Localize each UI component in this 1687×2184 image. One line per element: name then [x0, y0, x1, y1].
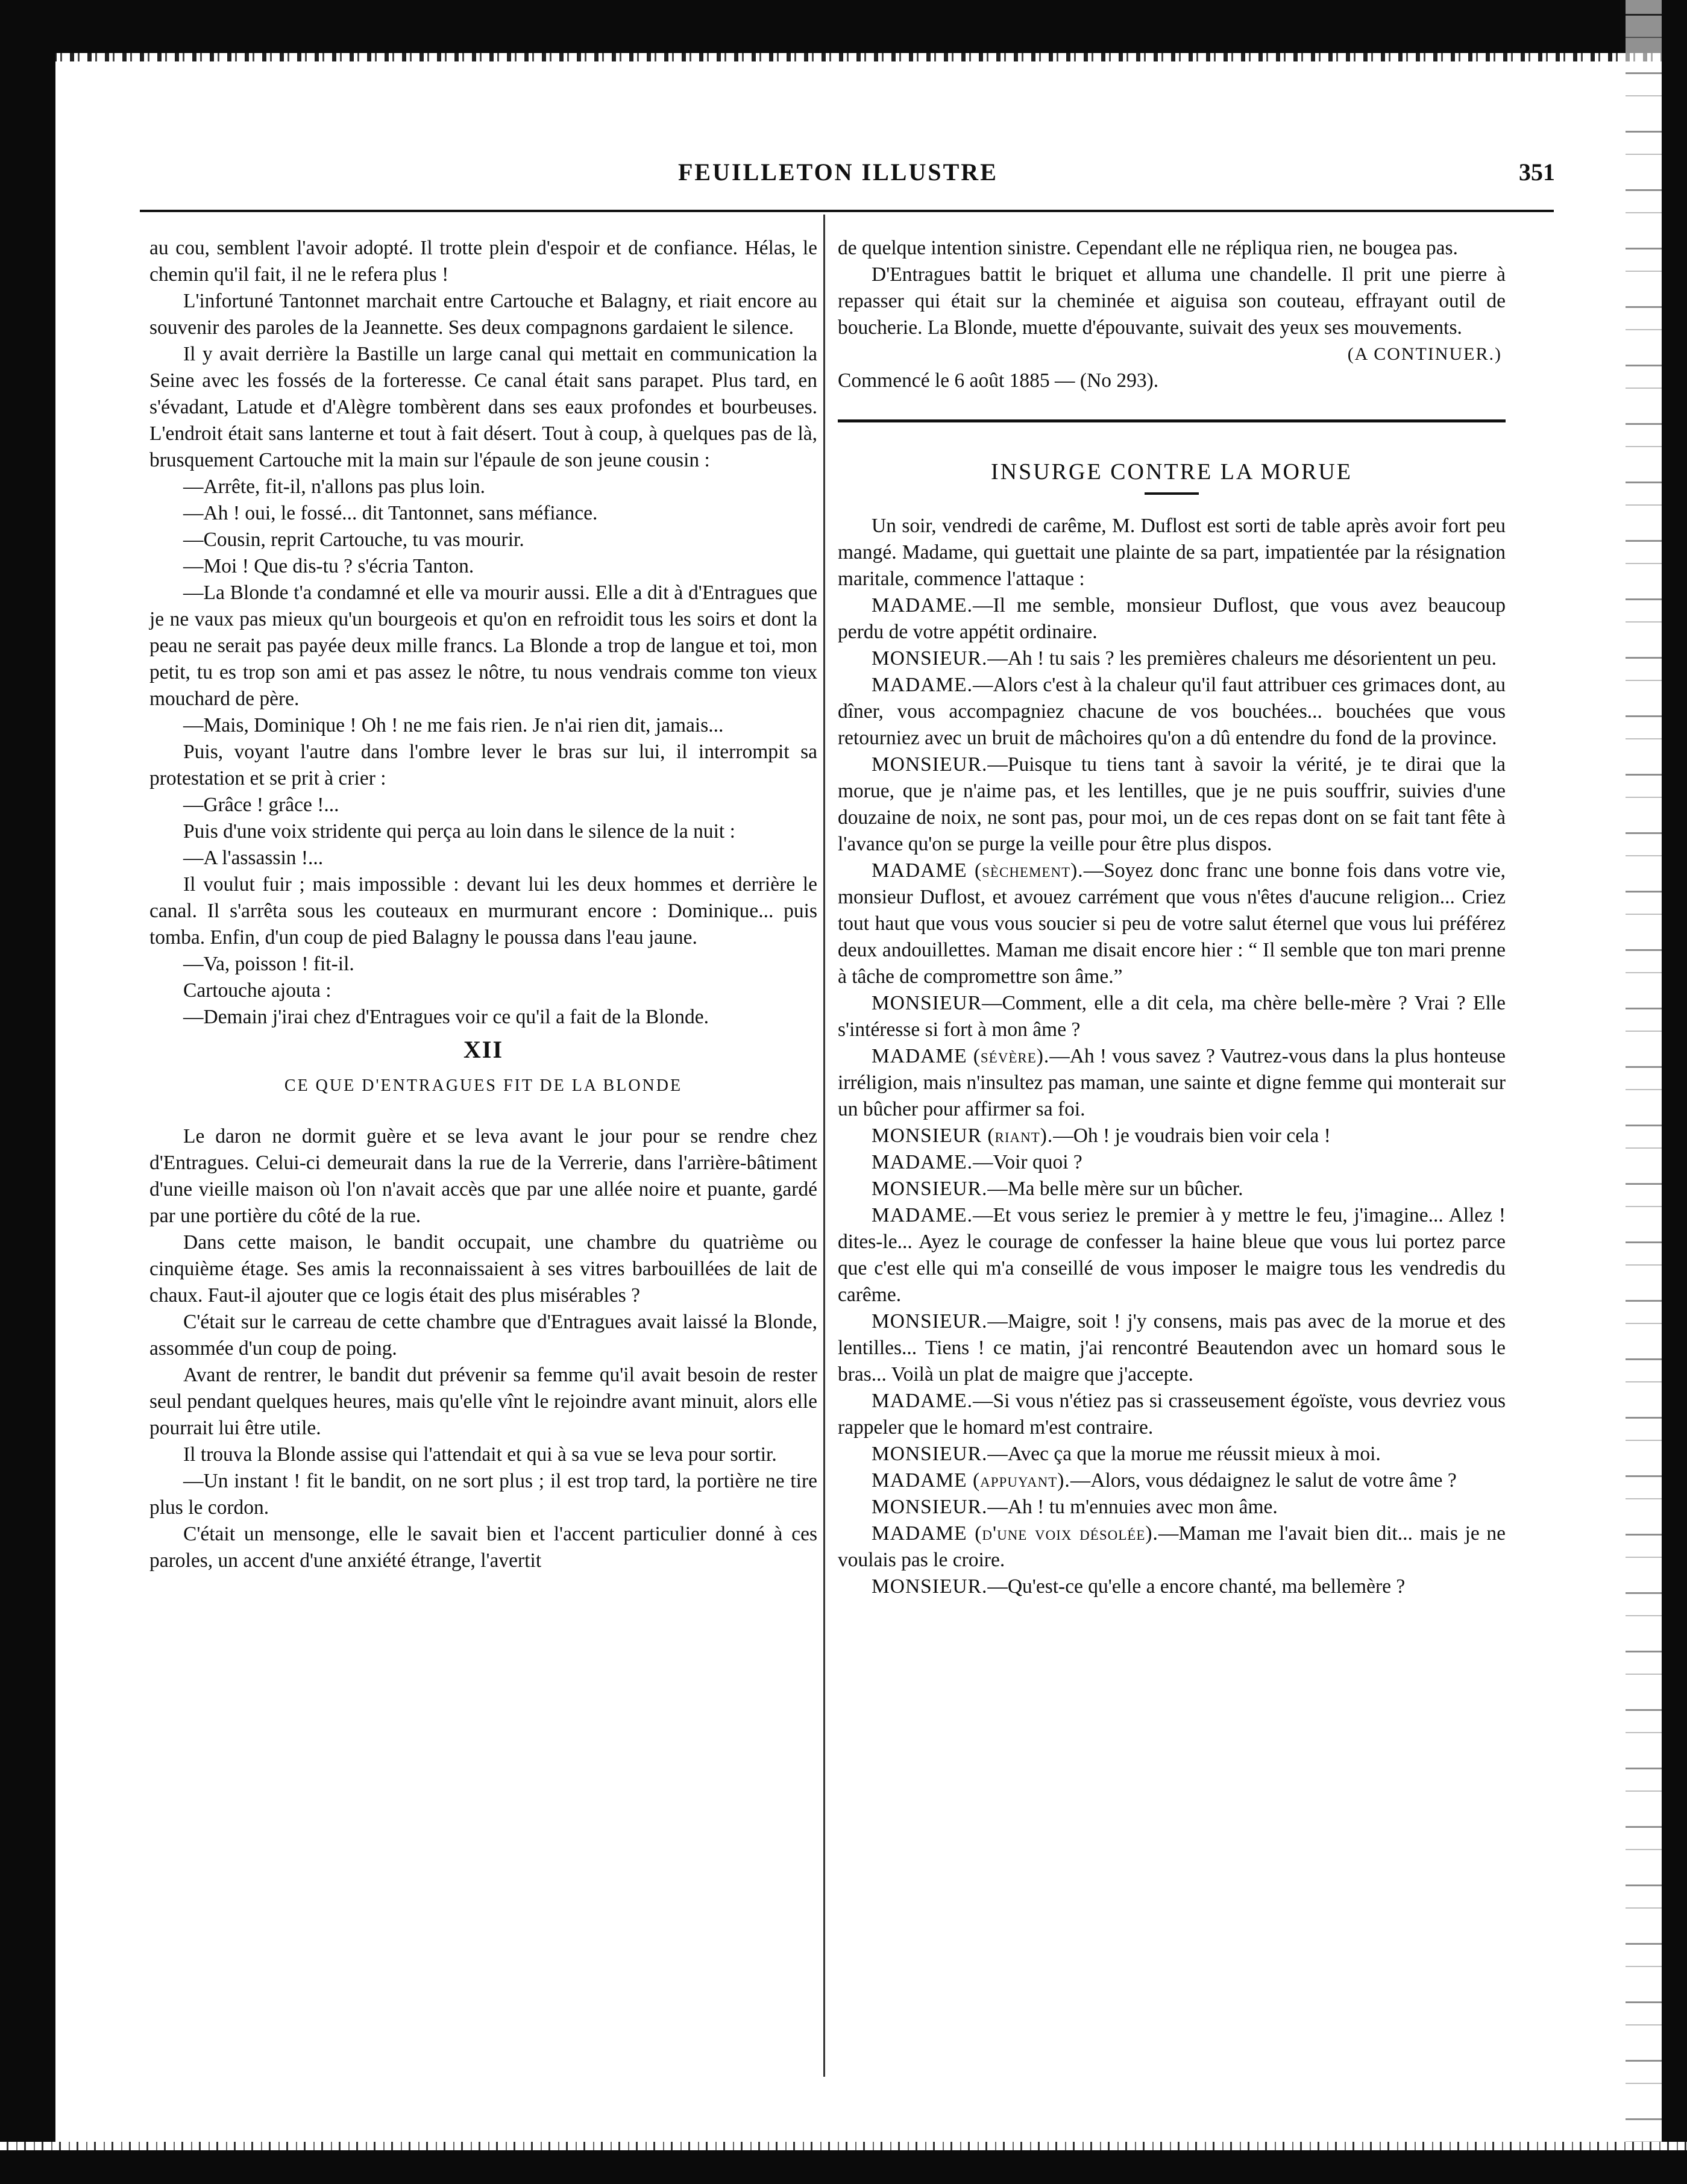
dialogue-text: —Ah ! tu sais ? les premières chaleurs me désorientent un peu.: [987, 647, 1497, 670]
dialogue-line: [838, 1574, 1506, 1600]
left-column: [149, 235, 817, 2085]
paragraph: —Moi ! Que dis-tu ? s'écria Tanton.: [183, 555, 474, 577]
paragraph: Il trouva la Blonde assise qui l'attendait et qui à sa vue se leva pour sortir.: [183, 1443, 777, 1466]
dialogue-text: —Avec ça que la morue me réussit mieux à moi.: [987, 1443, 1381, 1465]
paragraph: Il y avait derrière la Bastille un large canal qui mettait en communication la Seine avec les fossés de la forteresse. Ce canal était sans parapet. Plus tard, en s'évadant, Latude et d'Alègre tombèrent dans ses eaux profondes et bourbeuses. L'endroit était sans lanterne et tout à fait désert. Tout à coup, à quelques pas de là, brusquement Cartouche mit la main sur l'épaule de son jeune cousin :: [149, 343, 817, 471]
speaker-label: MADAME.: [872, 674, 973, 696]
dialogue-line: [838, 1043, 1506, 1123]
paragraph: —Grâce ! grâce !...: [183, 794, 339, 816]
speaker-label: MONSIEUR: [872, 992, 982, 1014]
story-title: INSURGE CONTRE LA MORUE: [991, 459, 1352, 485]
dialogue-text: —Puisque tu tiens tant à savoir la vérité, je te dirai que la morue, que je n'aime pas, et les lentilles, que je ne puis souffrir, suivies d'une douzaine de noix, ne sont pas, pour moi, un de ces repas dont on se fait tant fête à l'avance qu'on se purge la veille pour être plus dispos.: [838, 753, 1506, 855]
paragraph: au cou, semblent l'avoir adopté. Il trotte plein d'espoir et de confiance. Hélas, le chemin qu'il fait, il ne le refera plus !: [149, 237, 817, 286]
dialogue-text: —Soyez donc franc une bonne fois dans votre vie, monsieur Duflost, et avouez carrément que vous n'êtes d'aucune religion... Criez tout haut que vous vous soucier si peu de votre salut éternel que vous lui préférez deux andouillettes. Maman me disait encore hier : “ Il semble que ton mari prenne à tâche de compromettre son âme.”: [838, 859, 1506, 988]
scan-border-left: [0, 0, 55, 2184]
speaker-label: MADAME (sèchement).: [872, 859, 1084, 882]
dialogue-line: [838, 858, 1506, 990]
speaker-label: MADAME.: [872, 594, 973, 617]
paragraph: Le daron ne dormit guère et se leva avant le jour pour se rendre chez d'Entragues. Celui-ci demeurait dans la rue de la Verrerie, dans l'arrière-bâtiment d'une vieille maison où l'on n'avait accès que par une allée noire et puante, gardé par une portière du côté de la rue.: [149, 1125, 817, 1227]
speaker-label: MONSIEUR.: [872, 1310, 988, 1332]
dialogue-text: —Si vous n'étiez pas si crasseusement égoïste, vous devriez vous rappeler que le homard m'est contraire.: [838, 1390, 1506, 1439]
dialogue-text: —Qu'est-ce qu'elle a encore chanté, ma bellemère ?: [987, 1575, 1406, 1598]
dialogue-line: [838, 1123, 1506, 1149]
page-number: 351: [1519, 158, 1555, 186]
dialogue-line: [838, 1176, 1506, 1202]
speaker-label: MONSIEUR (riant).: [872, 1125, 1054, 1147]
section-separator: [838, 419, 1506, 422]
dialogue-text: —Il me semble, monsieur Duflost, que vous avez beaucoup perdu de votre appétit ordinaire.: [838, 594, 1506, 643]
speaker-label: MONSIEUR.: [872, 1496, 988, 1518]
speaker-label: MONSIEUR.: [872, 753, 988, 776]
dialogue-line: [838, 1494, 1506, 1520]
right-column: [838, 235, 1506, 2085]
dialogue-text: —Oh ! je voudrais bien voir cela !: [1053, 1125, 1331, 1147]
scan-border-bottom: [0, 2149, 1687, 2184]
speaker-label: MADAME (d'une voix désolée).: [872, 1522, 1158, 1545]
continue-label: (A CONTINUER.): [1347, 344, 1502, 364]
paragraph: —Ah ! oui, le fossé... dit Tantonnet, sans méfiance.: [183, 502, 598, 524]
dialogue-text: —Maigre, soit ! j'y consens, mais pas avec de la morue et des lentilles... Tiens ! ce matin, j'ai rencontré Beautendon avec un homard sous le bras... Voilà un plat de maigre que j'accepte.: [838, 1310, 1506, 1385]
title-rule: [1145, 492, 1199, 495]
dialogue-line: [838, 1520, 1506, 1574]
speaker-label: MONSIEUR.: [872, 647, 988, 670]
paragraph: —Demain j'irai chez d'Entragues voir ce qu'il a fait de la Blonde.: [183, 1006, 709, 1028]
speaker-label: MADAME (appuyant).: [872, 1469, 1070, 1492]
dialogue-text: —Ah ! vous savez ? Vautrez-vous dans la plus honteuse irréligion, mais n'insultez pas maman, une sainte et digne femme qui monterait sur un bûcher pour affirmer sa foi.: [838, 1045, 1506, 1120]
paragraph: C'était un mensonge, elle le savait bien et l'accent particulier donné à ces paroles, un accent d'une anxiété étrange, l'avertit: [149, 1523, 817, 1572]
chapter-title: CE QUE D'ENTRAGUES FIT DE LA BLONDE: [284, 1076, 683, 1095]
header-rule: [140, 210, 1554, 212]
dialogue-text: —Alors, vous dédaignez le salut de votre âme ?: [1070, 1469, 1457, 1492]
chapter-number: XII: [463, 1036, 504, 1063]
dialogue-text: —Et vous seriez le premier à y mettre le feu, j'imagine... Allez ! dites-le... Ayez le courage de confesser la haine bleue que vous lui portez parce que c'est elle qui m'a conseillé de vous imposer le maigre tous les vendredis du carême.: [838, 1204, 1506, 1306]
scan-border-right: [1662, 0, 1687, 2184]
dialogue-text: —Ma belle mère sur un bûcher.: [987, 1178, 1243, 1200]
paragraph: Avant de rentrer, le bandit dut prévenir sa femme qu'il avait besoin de rester seul pendant quelques heures, mais qu'elle vînt le rejoindre avant minuit, alors elle pourrait lui être utile.: [149, 1364, 817, 1439]
started-note: Commencé le 6 août 1885 — (No 293).: [838, 369, 1159, 392]
speaker-label: MONSIEUR.: [872, 1443, 988, 1465]
dialogue-line: [838, 1149, 1506, 1176]
dialogue-line: [838, 645, 1506, 672]
story-intro: Un soir, vendredi de carême, M. Duflost est sorti de table après avoir fort peu mangé. Madame, qui guettait une plainte de sa part, impatientée par la résignation maritale, commence l'attaque :: [838, 515, 1506, 590]
paragraph: C'était sur le carreau de cette chambre que d'Entragues avait laissé la Blonde, assommée d'un coup de poing.: [149, 1311, 817, 1360]
speaker-label: MADAME (sévère).: [872, 1045, 1050, 1067]
paragraph: Il voulut fuir ; mais impossible : devant lui les deux hommes et derrière le canal. Il s'arrêta sous les couteaux en murmurant encore : Dominique... puis tomba. Enfin, d'un coup de pied Balagny le poussa dans l'eau jaune.: [149, 873, 817, 949]
paragraph: L'infortuné Tantonnet marchait entre Cartouche et Balagny, et riait encore au souvenir des paroles de la Jeannette. Ses deux compagnons gardaient le silence.: [149, 290, 817, 339]
dialogue-line: [838, 672, 1506, 752]
speaker-label: MADAME.: [872, 1390, 973, 1412]
column-divider: [823, 215, 825, 2077]
speaker-label: MONSIEUR.: [872, 1178, 988, 1200]
speaker-label: MADAME.: [872, 1151, 973, 1173]
dialogue-line: [838, 1308, 1506, 1388]
paragraph: D'Entragues battit le briquet et alluma une chandelle. Il prit une pierre à repasser qui était sur la cheminée et aiguisa son couteau, effrayant outil de boucherie. La Blonde, muette d'épouvante, suivait des yeux ses mouvements.: [838, 263, 1506, 339]
paragraph: —Cousin, reprit Cartouche, tu vas mourir.: [183, 529, 524, 551]
dialogue-line: [838, 990, 1506, 1043]
dialogue-text: —Comment, elle a dit cela, ma chère belle-mère ? Vrai ? Elle s'intéresse si fort à mon âme ?: [838, 992, 1506, 1041]
paragraph: —A l'assassin !...: [183, 847, 324, 869]
paragraph: Puis, voyant l'autre dans l'ombre lever le bras sur lui, il interrompit sa protestation et se prit à crier :: [149, 741, 817, 789]
running-title: FEUILLETON ILLUSTRE: [678, 158, 998, 186]
speaker-label: MADAME.: [872, 1204, 973, 1226]
dialogue-text: —Ah ! tu m'ennuies avec mon âme.: [987, 1496, 1278, 1518]
dialogue-line: [838, 1388, 1506, 1441]
paragraph: —Va, poisson ! fit-il.: [183, 953, 354, 975]
paragraph: —Arrête, fit-il, n'allons pas plus loin.: [183, 475, 486, 498]
paragraph: —Mais, Dominique ! Oh ! ne me fais rien. Je n'ai rien dit, jamais...: [183, 714, 724, 736]
scan-noise-right: [1626, 0, 1662, 2184]
dialogue-line: [838, 592, 1506, 645]
dialogue-line: [838, 1202, 1506, 1308]
scan-border-top: [0, 0, 1687, 55]
paragraph: —Un instant ! fit le bandit, on ne sort plus ; il est trop tard, la portière ne tire plus le cordon.: [149, 1470, 817, 1519]
dialogue-line: [838, 1467, 1506, 1494]
dialogue-line: [838, 752, 1506, 858]
dialogue: [838, 592, 1506, 1600]
dialogue-line: [838, 1441, 1506, 1467]
paragraph: Dans cette maison, le bandit occupait, une chambre du quatrième ou cinquième étage. Ses amis la reconnaissaient à ses vitres barbouillées de lait de chaux. Faut-il ajouter que ce logis était des plus misérables ?: [149, 1231, 817, 1307]
paragraph: Puis d'une voix stridente qui perça au loin dans le silence de la nuit :: [183, 820, 735, 843]
dialogue-text: —Voir quoi ?: [973, 1151, 1082, 1173]
paragraph: de quelque intention sinistre. Cependant elle ne répliqua rien, ne bougea pas.: [838, 237, 1458, 259]
page-header: [139, 158, 1555, 200]
speaker-label: MONSIEUR.: [872, 1575, 988, 1598]
paragraph: Cartouche ajouta :: [183, 979, 331, 1002]
dialogue-text: —Alors c'est à la chaleur qu'il faut attribuer ces grimaces dont, au dîner, vous accompagniez chacune de vos bouchées... bouchées que vous retourniez avec un bruit de mâchoires qu'on a dû entendre du fond de la province.: [838, 674, 1506, 749]
dialogue-text: —Maman me l'avait bien dit... mais je ne voulais pas le croire.: [838, 1522, 1506, 1571]
paragraph: —La Blonde t'a condamné et elle va mourir aussi. Elle a dit à d'Entragues que je ne vaux pas mieux qu'un bourgeois et qu'on en refroidit tous les soirs et dont la peau ne serait pas payée deux mille francs. La Blonde a trop de langue et toi, mon petit, tu es trop son ami et pas assez le nôtre, tu nous vendrais comme ton vieux mouchard de père.: [149, 582, 817, 710]
